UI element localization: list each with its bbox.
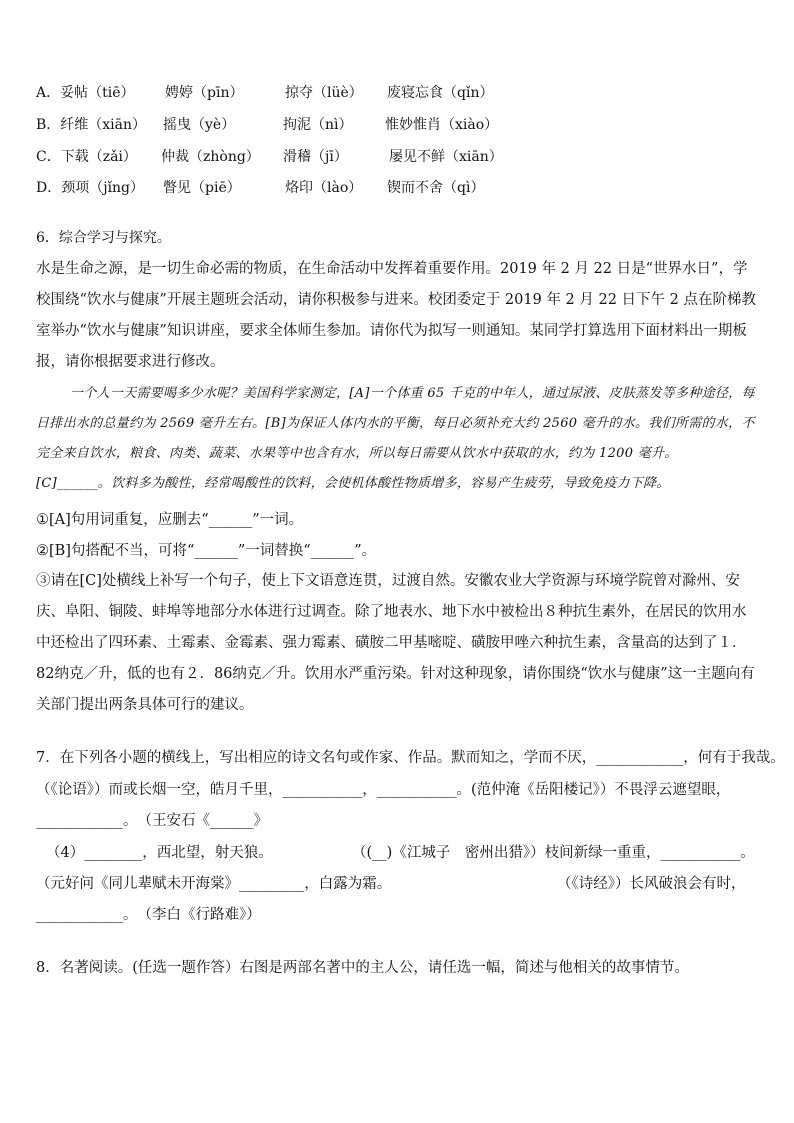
option-label: C．下载（zǎi） <box>36 149 137 165</box>
sub-question-3: ③请在[C]处横线上补写一个句子，使上下文语意连贯，过渡自然。安徽农业大学资源与环境学院曾对滁州、安庆、阜阳、铜陵、蚌埠等地部分水体进行过调查。除了地表水、地下水中被检出８种抗生素外，在居民的饮用水中还检出了四环素、土霉素、金霉素、强力霉素、磺胺二甲基嘧啶、磺胺甲唑六种抗生素，含量高的达到了１．82纳克／升，低的也有２．86纳克／升。饮用水严重污染。针对这种现象，请你围绕“饮水与健康”这一主题向有关部门提出两条具体可行的建议。 <box>36 573 755 713</box>
option-label: A．妥帖（tiē） <box>36 85 135 101</box>
option-word: 惟妙惟肖（xiào） <box>385 117 499 133</box>
question-7-line-1: 7．在下列各小题的横线上，写出相应的诗文名句或作家、作品。默而知之，学而不厌，____________，何有于我哉。 <box>36 750 785 766</box>
option-row-c <box>0 146 794 166</box>
question-7-line-4a: （4）________，西北望，射天狼。 <box>46 845 273 861</box>
option-word: 瞥见（piē） <box>163 180 241 196</box>
option-row-b <box>0 114 794 134</box>
option-word: 拘泥（nì） <box>283 117 353 133</box>
option-word: 滑稽（jī） <box>283 149 348 165</box>
option-word: 掠夺（lüè） <box>285 85 363 101</box>
question-6-intro: 水是生命之源，是一切生命必需的物质，在生命活动中发挥着重要作用。2019 年 2 月 22 日是“世界水日”，学校围绕“饮水与健康”开展主题班会活动，请你积极参与进来。校团委定于 2019 年 2 月 22 日下午 2 点在阶梯教室举办“饮水与健康”知识讲座，要求全体师生参加。请你代为拟写一则通知。某同学打算选用下面材料出一期板报，请你根据要求进行修改。 <box>36 261 756 370</box>
option-word: 废寝忘食（qǐn） <box>387 85 494 101</box>
question-7-line-5a: （元好问《同儿辈赋未开海棠》_________，白露为霜。 <box>36 876 392 892</box>
option-word: 仲裁（zhòng） <box>161 149 260 165</box>
sub-question-1: ①[A]句用词重复，应删去“______”一词。 <box>36 512 304 528</box>
question-7-line-4b: （(__)《江城子 密州出猎》）枝间新绿一重重，___________。 <box>352 845 755 861</box>
question-7-line-5b: （《诗经》）长风破浪会有时， <box>557 876 746 892</box>
question-7-line-3: ____________。 （王安石《______》 <box>36 813 268 829</box>
option-word: 娉婷（pīn） <box>165 85 244 101</box>
question-8: 8．名著阅读。(任选一题作答）右图是两部名著中的主人公，请任选一幅，简述与他相关的故事情节。 <box>36 960 689 976</box>
question-6-title: 6．综合学习与探究。 <box>36 230 171 246</box>
option-label: D．颈项（jǐng） <box>36 180 145 196</box>
question-7-line-2: （《论语》）而或长烟一空，皓月千里，___________，___________。(范仲淹《岳阳楼记》）不畏浮云遮望眼， <box>36 782 731 798</box>
passage-paragraph: [C]______。饮料多为酸性，经常喝酸性的饮料，会使机体酸性物质增多，容易产生疲劳，导致免疫力下降。 <box>36 476 670 491</box>
sub-question-2: ②[B]句搭配不当，可将“______”一词替换“______”。 <box>36 543 377 559</box>
option-row-a <box>0 82 794 102</box>
option-word: 锲而不舍（qì） <box>387 180 485 196</box>
question-7-line-6: ____________。 （李白《行路难》） <box>36 907 261 923</box>
option-row-d <box>0 177 794 197</box>
option-word: 烙印（lào） <box>285 180 363 196</box>
option-word: 摇曳（yè） <box>163 117 236 133</box>
option-label: B．纤维（xiān） <box>36 117 147 133</box>
option-word: 屡见不鲜（xiān） <box>389 149 503 165</box>
passage-paragraph: 一个人一天需要喝多少水呢？美国科学家测定，[A]一个体重 65 千克的中年人，通过尿液、皮肤蒸发等多种途径，每日排出水的总量约为 2569 毫升左右。[B]为保证人体内水的平衡，每日必须补充大约 2560 毫升的水。我们所需的水，不完全来自饮水，粮食、肉类、蔬菜、水果等中也含有水，所以每日需要从饮水中获取的水，约为 1200 毫升。 <box>36 386 755 461</box>
reading-passage <box>36 379 760 499</box>
